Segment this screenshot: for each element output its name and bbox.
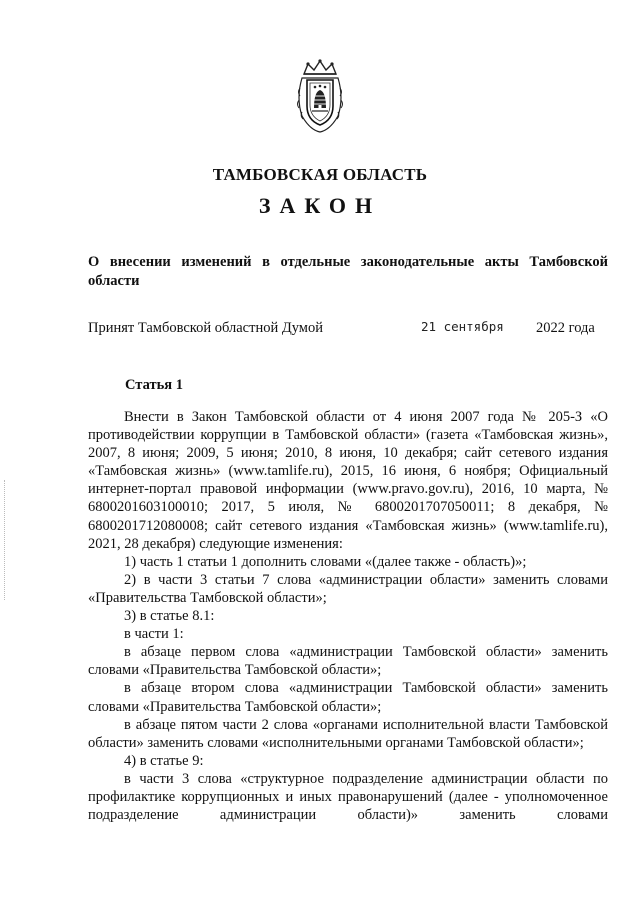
article-paragraph: Внести в Закон Тамбовской области от 4 июня 2007 года № 205-З «О противодействии коррупции в Тамбовской области» (газета «Тамбовская жизнь», 2007, 8 июня; 2009, 5 июня; 2010, 8 июня, 10 декабря; сайт сетевого издания «Тамбовская жизнь» (www.tamlife.ru), 2015, 16 июня, 6 ноября; Официальный интернет-портал правовой информации (www.pravo.gov.ru), 2016, 10 марта, № 6800201603100010; 2017, 5 июля, № 6800201707050011; 8 декабря, № 6800201712080008; сайт сетевого издания «Тамбовская жизнь» (www.tamlife.ru), 2021, 28 декабря) следующие изменения: — [88, 409, 608, 552]
article-paragraph: в части 1: — [124, 626, 184, 643]
adoption-line — [88, 320, 608, 340]
article-paragraph: 3) в статье 8.1: — [124, 608, 215, 625]
article-paragraph: в части 3 слова «структурное подразделение администрации области по профилактике коррупционных и иных правонарушений (далее - уполномоченное подразделение администрации области)» заменить словами — [88, 770, 608, 824]
adoption-date: 21 сентября — [421, 319, 504, 334]
article-body — [88, 408, 608, 824]
article-paragraph: в абзаце пятом части 2 слова «органами исполнительной власти Тамбовской области» заменить словами «исполнительными органами Тамбовской области»; — [88, 716, 608, 751]
region-title: ТАМБОВСКАЯ ОБЛАСТЬ — [212, 165, 428, 184]
article-paragraph: 1) часть 1 статьи 1 дополнить словами «(далее также - область)»; — [124, 553, 527, 570]
document-type-title: ЗАКОН — [258, 193, 382, 218]
tambov-coat-of-arms-icon — [292, 58, 348, 134]
adopted-by: Принят Тамбовской областной Думой — [88, 320, 323, 336]
article-paragraph: 2) в части 3 статьи 7 слова «администрации области» заменить словами «Правительства Тамбовской области»; — [88, 571, 608, 606]
adoption-year: 2022 года — [536, 320, 595, 336]
article-paragraph: в абзаце втором слова «администрации Тамбовской области» заменить словами «Правительства Тамбовской области»; — [88, 680, 608, 715]
law-subject: О внесении изменений в отдельные законодательные акты Тамбовской области — [88, 254, 608, 289]
scan-margin-mark — [4, 480, 13, 600]
article-paragraph: 4) в статье 9: — [124, 752, 204, 769]
article-paragraph: в абзаце первом слова «администрации Тамбовской области» заменить словами «Правительства Тамбовской области»; — [88, 644, 608, 679]
article-title: Статья 1 — [125, 377, 183, 393]
